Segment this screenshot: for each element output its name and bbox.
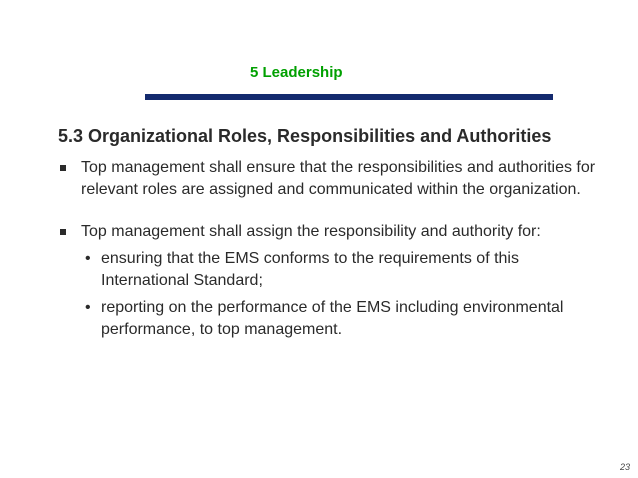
bullet-list — [58, 157, 598, 341]
bullet-text: Top management shall assign the responsibility and authority for: — [81, 223, 541, 240]
bullet-text: Top management shall ensure that the responsibilities and authorities for relevant roles are assigned and communicated within the organization. — [81, 159, 596, 198]
sub-bullet-item — [81, 248, 598, 292]
square-bullet-icon — [60, 165, 66, 171]
title-underline — [145, 94, 553, 100]
dot-bullet-icon: • — [85, 299, 91, 316]
dot-bullet-icon: • — [85, 250, 91, 267]
page-number: 23 — [619, 462, 630, 472]
slide-heading: 5.3 Organizational Roles, Responsibilities and Authorities — [58, 126, 552, 146]
square-bullet-icon — [60, 229, 66, 235]
sub-bullet-item — [81, 297, 598, 341]
sub-bullet-list — [81, 248, 598, 341]
section-title: 5 Leadership — [250, 64, 343, 81]
bullet-item — [58, 157, 598, 201]
sub-bullet-text: reporting on the performance of the EMS including environmental performance, to top management. — [101, 299, 564, 338]
bullet-item — [58, 221, 598, 341]
sub-bullet-text: ensuring that the EMS conforms to the requirements of this International Standard; — [101, 250, 519, 289]
